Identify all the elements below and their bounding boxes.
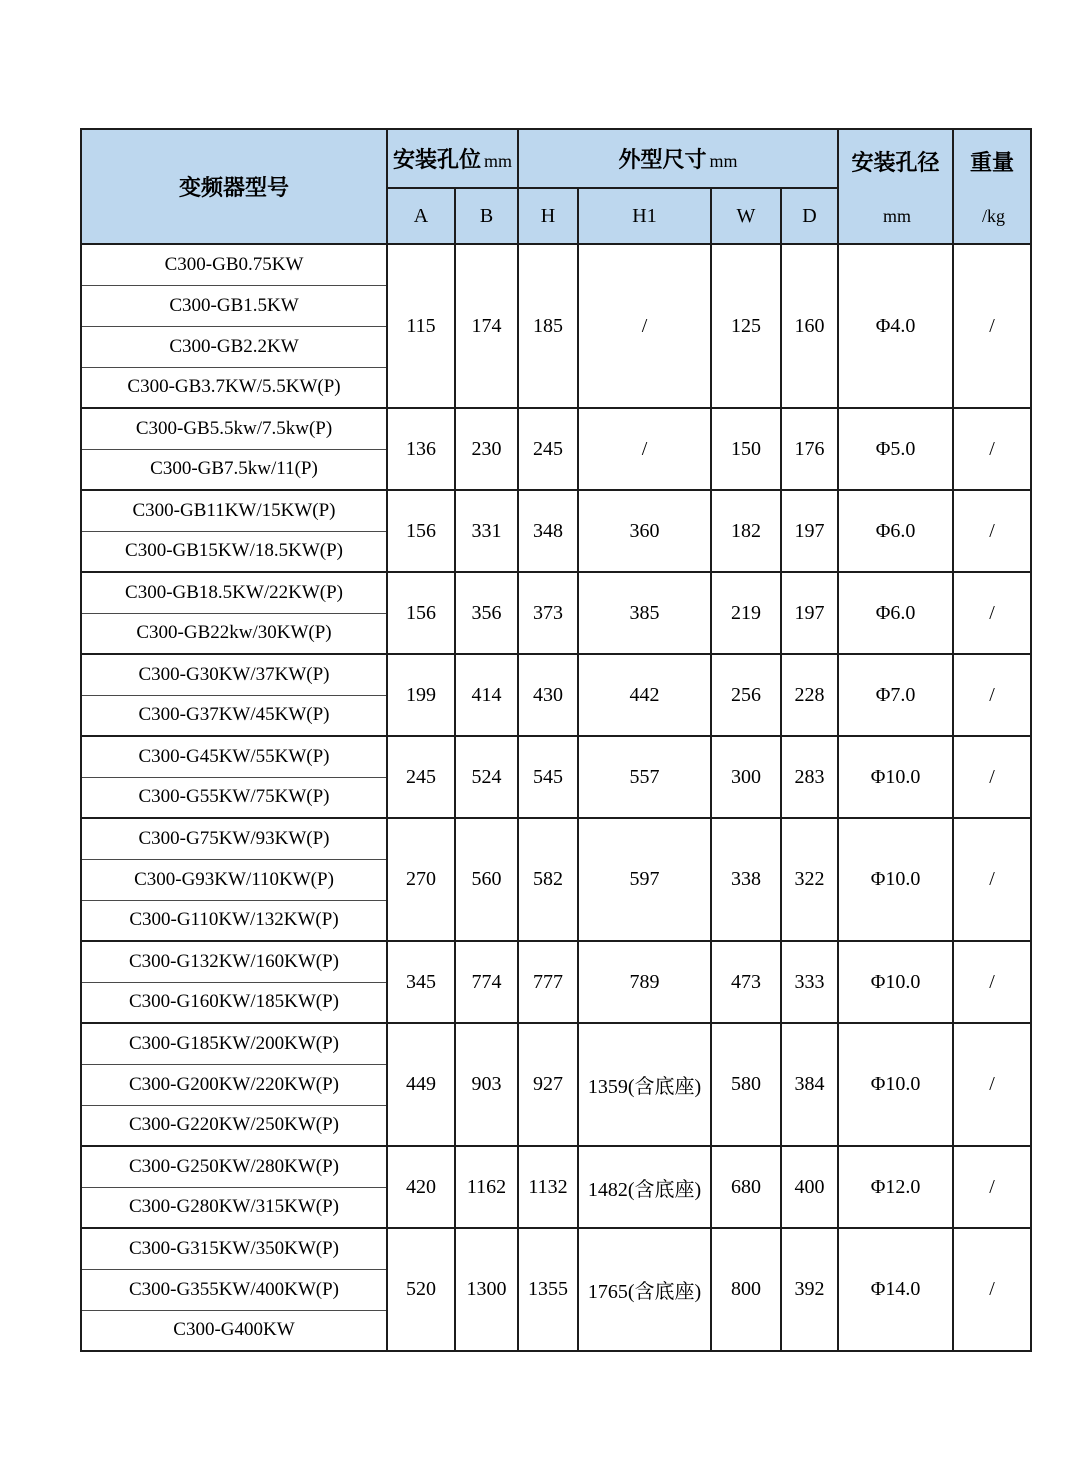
model-cell: C300-G200KW/220KW(P) [81,1064,387,1105]
value-cell-W: 182 [711,490,781,572]
value-cell-A: 199 [387,654,455,736]
table-row [81,941,1031,982]
value-cell-B: 331 [455,490,518,572]
value-cell-dia: Φ6.0 [838,490,953,572]
value-cell-dia: Φ5.0 [838,408,953,490]
model-cell: C300-G75KW/93KW(P) [81,818,387,859]
value-cell-B: 1162 [455,1146,518,1228]
value-cell-A: 520 [387,1228,455,1351]
value-cell-dia: Φ10.0 [838,818,953,941]
value-cell-W: 256 [711,654,781,736]
value-cell-H1: 597 [578,818,711,941]
value-cell-weight: / [953,490,1031,572]
model-cell: C300-GB7.5kw/11(P) [81,449,387,490]
header-row-1 [81,129,1031,188]
model-cell: C300-GB1.5KW [81,285,387,326]
value-cell-weight: / [953,408,1031,490]
model-cell: C300-G45KW/55KW(P) [81,736,387,777]
column-header-model [81,129,387,244]
value-cell-A: 136 [387,408,455,490]
value-cell-D: 228 [781,654,838,736]
model-cell: C300-G280KW/315KW(P) [81,1187,387,1228]
value-cell-W: 800 [711,1228,781,1351]
value-cell-H: 185 [518,244,578,408]
value-cell-W: 300 [711,736,781,818]
model-header-label: 变频器型号 [178,175,289,200]
hole-diameter-label: 安装孔径 [851,149,940,175]
value-cell-B: 1300 [455,1228,518,1351]
value-cell-D: 392 [781,1228,838,1351]
model-cell: C300-GB11KW/15KW(P) [81,490,387,531]
value-cell-H: 1355 [518,1228,578,1351]
value-cell-H: 582 [518,818,578,941]
column-header-mount-holes [387,129,518,188]
column-header-H: H [518,188,578,244]
value-cell-D: 333 [781,941,838,1023]
value-cell-W: 338 [711,818,781,941]
value-cell-weight: / [953,1228,1031,1351]
value-cell-weight: / [953,736,1031,818]
table-row [81,572,1031,613]
value-cell-H1: 385 [578,572,711,654]
value-cell-A: 156 [387,490,455,572]
value-cell-H1: 1765(含底座) [578,1228,711,1351]
value-cell-H1: 1482(含底座) [578,1146,711,1228]
value-cell-D: 197 [781,572,838,654]
model-cell: C300-G93KW/110KW(P) [81,859,387,900]
value-cell-H: 373 [518,572,578,654]
value-cell-H: 245 [518,408,578,490]
value-cell-H: 545 [518,736,578,818]
value-cell-H1: 1359(含底座) [578,1023,711,1146]
value-cell-B: 174 [455,244,518,408]
value-cell-A: 270 [387,818,455,941]
table-row [81,1023,1031,1064]
model-cell: C300-GB2.2KW [81,326,387,367]
value-cell-B: 230 [455,408,518,490]
value-cell-weight: / [953,1023,1031,1146]
value-cell-W: 580 [711,1023,781,1146]
table-row [81,654,1031,695]
value-cell-weight: / [953,818,1031,941]
value-cell-weight: / [953,1146,1031,1228]
spec-table [80,128,1032,1352]
model-cell: C300-G220KW/250KW(P) [81,1105,387,1146]
value-cell-D: 384 [781,1023,838,1146]
value-cell-D: 176 [781,408,838,490]
model-cell: C300-GB15KW/18.5KW(P) [81,531,387,572]
table-row [81,1228,1031,1269]
value-cell-H1: 557 [578,736,711,818]
column-header-hole-diameter [838,129,953,244]
value-cell-W: 219 [711,572,781,654]
value-cell-D: 160 [781,244,838,408]
column-header-H1: H1 [578,188,711,244]
value-cell-A: 420 [387,1146,455,1228]
value-cell-D: 283 [781,736,838,818]
value-cell-H1: / [578,244,711,408]
table-row [81,818,1031,859]
spec-table-body [81,244,1031,1351]
weight-unit: /kg [982,206,1006,227]
value-cell-weight: / [953,654,1031,736]
model-cell: C300-GB22kw/30KW(P) [81,613,387,654]
value-cell-H: 430 [518,654,578,736]
model-cell: C300-G55KW/75KW(P) [81,777,387,818]
value-cell-B: 560 [455,818,518,941]
value-cell-W: 473 [711,941,781,1023]
value-cell-W: 150 [711,408,781,490]
column-header-B: B [455,188,518,244]
value-cell-D: 322 [781,818,838,941]
value-cell-weight: / [953,244,1031,408]
value-cell-H: 777 [518,941,578,1023]
table-row [81,244,1031,285]
value-cell-B: 414 [455,654,518,736]
value-cell-A: 115 [387,244,455,408]
hole-diameter-unit: mm [883,206,912,227]
mount-holes-unit: mm [484,151,513,171]
value-cell-B: 903 [455,1023,518,1146]
value-cell-H1: 789 [578,941,711,1023]
table-row [81,490,1031,531]
value-cell-B: 524 [455,736,518,818]
model-cell: C300-GB3.7KW/5.5KW(P) [81,367,387,408]
value-cell-weight: / [953,941,1031,1023]
value-cell-A: 345 [387,941,455,1023]
weight-label: 重量 [970,149,1015,175]
value-cell-dia: Φ10.0 [838,941,953,1023]
model-cell: C300-G250KW/280KW(P) [81,1146,387,1187]
column-header-A: A [387,188,455,244]
value-cell-dia: Φ12.0 [838,1146,953,1228]
model-cell: C300-G132KW/160KW(P) [81,941,387,982]
value-cell-A: 156 [387,572,455,654]
value-cell-dia: Φ6.0 [838,572,953,654]
dimensions-label: 外型尺寸 [618,147,707,172]
value-cell-H1: 442 [578,654,711,736]
table-row [81,1146,1031,1187]
value-cell-H1: / [578,408,711,490]
value-cell-B: 356 [455,572,518,654]
value-cell-dia: Φ7.0 [838,654,953,736]
value-cell-A: 245 [387,736,455,818]
value-cell-H: 348 [518,490,578,572]
model-cell: C300-GB0.75KW [81,244,387,285]
table-row [81,736,1031,777]
mount-holes-label: 安装孔位 [392,147,481,172]
value-cell-dia: Φ10.0 [838,1023,953,1146]
model-cell: C300-G400KW [81,1310,387,1351]
model-cell: C300-G37KW/45KW(P) [81,695,387,736]
table-header [81,129,1031,244]
value-cell-W: 680 [711,1146,781,1228]
column-header-dimensions [518,129,838,188]
table-row [81,408,1031,449]
column-header-W: W [711,188,781,244]
model-cell: C300-GB18.5KW/22KW(P) [81,572,387,613]
model-cell: C300-G355KW/400KW(P) [81,1269,387,1310]
value-cell-weight: / [953,572,1031,654]
model-cell: C300-G160KW/185KW(P) [81,982,387,1023]
model-cell: C300-G110KW/132KW(P) [81,900,387,941]
model-cell: C300-G30KW/37KW(P) [81,654,387,695]
value-cell-H1: 360 [578,490,711,572]
column-header-weight [953,129,1031,244]
dimensions-unit: mm [709,151,738,171]
value-cell-H: 1132 [518,1146,578,1228]
value-cell-A: 449 [387,1023,455,1146]
value-cell-W: 125 [711,244,781,408]
value-cell-H: 927 [518,1023,578,1146]
model-cell: C300-GB5.5kw/7.5kw(P) [81,408,387,449]
value-cell-dia: Φ10.0 [838,736,953,818]
value-cell-dia: Φ4.0 [838,244,953,408]
column-header-D: D [781,188,838,244]
value-cell-dia: Φ14.0 [838,1228,953,1351]
value-cell-D: 400 [781,1146,838,1228]
model-cell: C300-G315KW/350KW(P) [81,1228,387,1269]
value-cell-D: 197 [781,490,838,572]
model-cell: C300-G185KW/200KW(P) [81,1023,387,1064]
value-cell-B: 774 [455,941,518,1023]
